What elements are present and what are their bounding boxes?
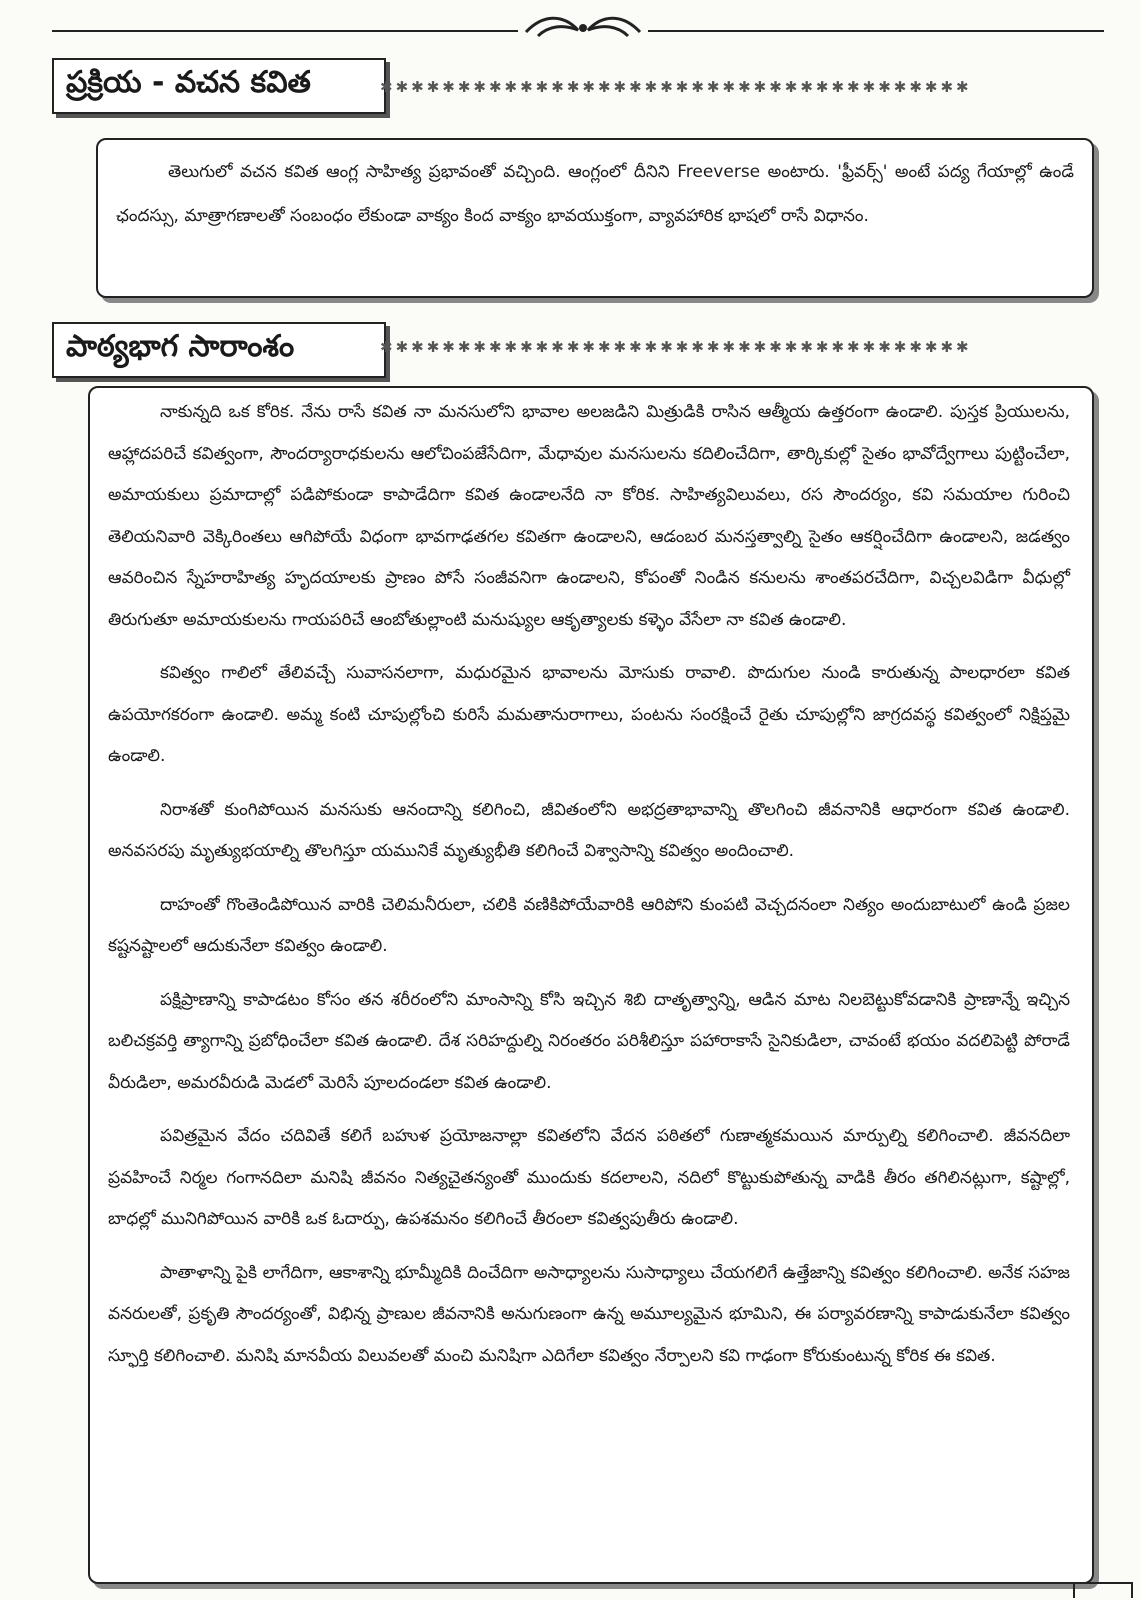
summary-paragraph: కవిత్వం గాలిలో తేలివచ్చే సువాసనలాగా, మధురమైన భావాలను మోసుకు రావాలి. పొదుగుల నుండి కారుతున్న పాలధారలా కవిత ఉపయోగకరంగా ఉండాలి. అమ్మ కంటి చూపుల్లోంచి కురిసే మమతానురాగాలు, పంటను సంరక్షించే రైతు చూపుల్లోని జాగ్రదవస్థ కవిత్వంలో నిక్షిప్తమై ఉండాలి.: [108, 663, 1070, 766]
summary-text: [108, 392, 1070, 1389]
star-divider-icon: ✱✱✱✱✱✱✱✱✱✱✱✱✱✱✱✱✱✱✱✱✱✱✱✱✱✱✱✱✱✱✱✱✱✱✱✱✱✱: [380, 78, 972, 96]
star-divider-icon: ✱✱✱✱✱✱✱✱✱✱✱✱✱✱✱✱✱✱✱✱✱✱✱✱✱✱✱✱✱✱✱✱✱✱✱✱✱✱: [380, 338, 972, 356]
summary-paragraph: దాహంతో గొంతెండిపోయిన వారికి చెలిమనీరులా, చలికి వణికిపోయేవారికి ఆరిపోని కుంపటి వెచ్చదనంలా నిత్యం అందుబాటులో ఉండి ప్రజల కష్టనష్టాలలో ఆదుకునేలా కవిత్వం ఉండాలి.: [108, 894, 1070, 956]
definition-text: తెలుగులో వచన కవిత ఆంగ్ల సాహిత్య ప్రభావంతో వచ్చింది. ఆంగ్లంలో దీనిని Freeverse అంటారు. 'ఫ్రీవర్స్' అంటే పద్య గేయాల్లో ఉండే ఛందస్సు, మాత్రాగణాలతో సంబంధం లేకుండా వాక్యం కింద వాక్యం భావయుక్తంగా, వ్యావహారిక భాషలో రాసే విధానం.: [116, 162, 1074, 226]
ornament-icon: [518, 14, 648, 46]
summary-paragraph: పాతాళాన్ని పైకి లాగేదిగా, ఆకాశాన్ని భూమ్మీదికి దించేదిగా అసాధ్యాలను సుసాధ్యాలు చేయగలిగే ఉత్తేజాన్ని కవిత్వం కలిగించాలి. అనేక సహజ వనరులతో, ప్రకృతి సౌందర్యంతో, విభిన్న ప్రాణుల జీవనానికి అనుగుణంగా ఉన్న అమూల్యమైన భూమిని, ఈ పర్యావరణాన్ని కాపాడుకునేలా కవిత్వం స్ఫూర్తి కలిగించాలి. మనిషి మానవీయ విలువలతో మంచి మనిషిగా ఎదిగేలా కవిత్వం నేర్పాలని కవి గాఢంగా కోరుకుంటున్న కోరిక ఈ కవిత.: [108, 1262, 1070, 1366]
definition-box: [96, 138, 1094, 298]
summary-paragraph: పక్షిప్రాణాన్ని కాపాడటం కోసం తన శరీరంలోని మాంసాన్ని కోసి ఇచ్చిన శిబి దాతృత్వాన్ని, ఆడిన మాట నిలబెట్టుకోవడానికి ప్రాణాన్నే ఇచ్చిన బలిచక్రవర్తి త్యాగాన్ని ప్రబోధించేలా కవిత ఉండాలి. దేశ సరిహద్దుల్ని నిరంతరం పరిశీలిస్తూ పహారాకాసే సైనికుడిలా, చావంటే భయం వదలిపెట్టి పోరాడే వీరుడిలా, అమరవీరుడి మెడలో మెరిసే పూలదండలా కవిత ఉండాలి.: [108, 989, 1070, 1093]
section-title-summary: పాఠ్యభాగ సారాంశం: [52, 322, 386, 378]
summary-paragraph: పవిత్రమైన వేదం చదివితే కలిగే బహుళ ప్రయోజనాల్లా కవితలోని వేదన పఠితలో గుణాత్మకమయిన మార్పుల్ని కలిగించాలి. జీవనదిలా ప్రవహించే నిర్మల గంగానదిలా మనిషి జీవనం నిత్యచైతన్యంతో ముందుకు కదలాలని, నదిలో కొట్టుకుపోతున్న వాడికి తీరం తగిలినట్లుగా, కష్టాల్లో, బాధల్లో మునిగిపోయిన వారికి ఒక ఓదార్పు, ఉపశమనం కలిగించే తీరంలా కవిత్వపుతీరు ఉండాలి.: [108, 1126, 1070, 1229]
summary-box: [88, 386, 1094, 1584]
summary-paragraph: నిరాశతో కుంగిపోయిన మనసుకు ఆనందాన్ని కలిగించి, జీవితంలోని అభద్రతాభావాన్ని తొలగించి జీవనానికి ఆధారంగా కవిత ఉండాలి. అనవసరపు మృత్యుభయాల్ని తొలగిస్తూ యమునికే మృత్యుభీతి కలిగించే విశ్వాసాన్ని కవిత్వం అందించాలి.: [108, 799, 1070, 861]
section-title-process: ప్రక్రియ - వచన కవిత: [52, 58, 386, 114]
summary-paragraph: నాకున్నది ఒక కోరిక. నేను రాసే కవిత నా మనసులోని భావాల అలజడిని మిత్రుడికి రాసిన ఆత్మీయ ఉత్తరంగా ఉండాలి. పుస్తక ప్రియులను, ఆహ్లాదపరిచే కవిత్వంగా, సౌందర్యారాధకులను ఆలోచింపజేసేదిగా, మేధావుల మనసులను కదిలించేదిగా, తార్కికుల్లో సైతం భావోద్వేగాలు పుట్టించేలా, అమాయకులు ప్రమాదాల్లో పడిపోకుండా కాపాడేదిగా కవిత ఉండాలనేది నా కోరిక. సాహిత్యవిలువలు, రస సౌందర్యం, కవి సమయాల గురించి తెలియనివారి వెక్కిరింతలు ఆగిపోయే విధంగా భావగాఢతగల కవితగా ఉండాలని, ఆడంబర మనస్తత్వాల్ని సైతం ఆకర్షించేదిగా ఉండాలని, జడత్వం ఆవరించిన స్నేహరాహిత్య హృదయాలకు ప్రాణం పోసే సంజీవనిగా ఉండాలని, కోపంతో నిండిన కనులను శాంతపరచేదిగా, విచ్చలవిడిగా వీధుల్లో తిరుగుతూ అమాయకులను గాయపరిచే ఆంబోతుల్లాంటి మనుష్యుల ఆకృత్యాలకు కళ్ళెం వేసేలా నా కవిత ఉండాలి.: [108, 402, 1070, 630]
page-corner: [1073, 1582, 1133, 1598]
